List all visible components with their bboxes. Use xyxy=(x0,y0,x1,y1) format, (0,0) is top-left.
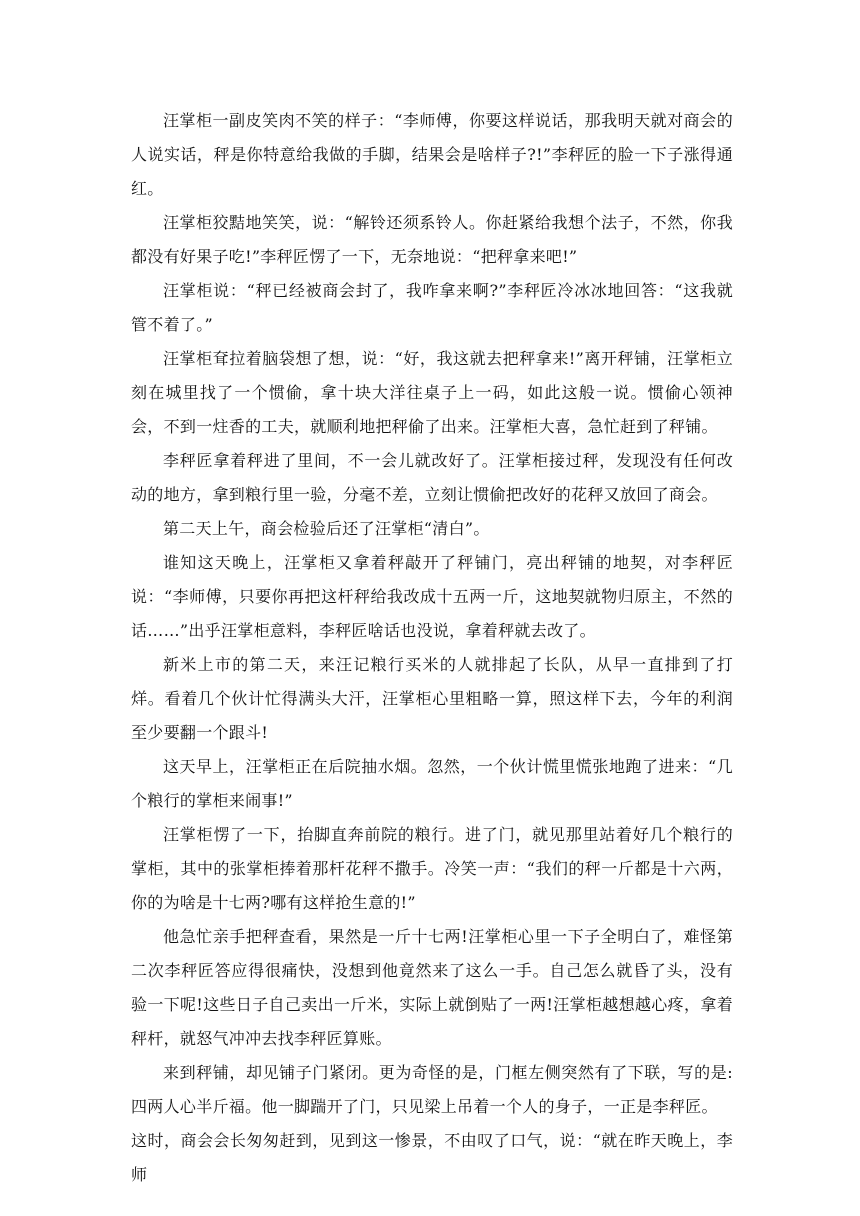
paragraph: 他急忙亲手把秤查看，果然是一斤十七两!汪掌柜心里一下子全明白了，难怪第二次李秤匠答应得很痛快，没想到他竟然来了这么一手。自己怎么就昏了头，没有验一下呢!这些日子自己卖出一斤米，实际上就倒贴了一两!汪掌柜越想越心疼，拿着秤杆，就怒气冲冲去找李秤匠算账。 xyxy=(131,927,733,1048)
paragraph: 汪掌柜说：“秤已经被商会封了，我咋拿来啊?”李秤匠冷冰冰地回答：“这我就管不着了。” xyxy=(131,281,733,334)
paragraph: 来到秤铺，却见铺子门紧闭。更为奇怪的是，门框左侧突然有了下联，写的是:四两人心半斤福。他一脚踹开了门，只见梁上吊着一个人的身子，一正是李秤匠。 xyxy=(131,1063,733,1116)
paragraph: 汪掌柜狡黠地笑笑，说：“解铃还须系铃人。你赶紧给我想个法子，不然，你我都没有好果子吃!”李秤匠愣了一下，无奈地说：“把秤拿来吧!” xyxy=(131,213,733,266)
story-text xyxy=(131,104,733,1192)
paragraph: 汪掌柜耷拉着脑袋想了想，说：“好，我这就去把秤拿来!”离开秤铺，汪掌柜立刻在城里找了一个惯偷，拿十块大洋往桌子上一码，如此这般一说。惯偷心领神会，不到一炷香的工夫，就顺利地把秤偷了出来。汪掌柜大喜，急忙赶到了秤铺。 xyxy=(131,349,733,436)
paragraph: 这天早上，汪掌柜正在后院抽水烟。忽然，一个伙计慌里慌张地跑了进来：“几个粮行的掌柜来闹事!” xyxy=(131,757,733,810)
paragraph: 汪掌柜愣了一下，抬脚直奔前院的粮行。进了门，就见那里站着好几个粮行的掌柜，其中的张掌柜捧着那杆花秤不撒手。冷笑一声：“我们的秤一斤都是十六两，你的为啥是十七两?哪有这样抢生意的!” xyxy=(131,825,733,912)
paragraph: 李秤匠拿着秤进了里间，不一会儿就改好了。汪掌柜接过秤，发现没有任何改动的地方，拿到粮行里一验，分毫不差，立刻让惯偷把改好的花秤又放回了商会。 xyxy=(131,451,733,504)
paragraph: 第二天上午，商会检验后还了汪掌柜“清白”。 xyxy=(163,519,490,538)
paragraph-continued: 这时，商会会长匆匆赶到，见到这一惨景，不由叹了口气，说：“就在昨天晚上，李师 xyxy=(131,1131,733,1184)
paragraph: 汪掌柜一副皮笑肉不笑的样子：“李师傅，你要这样说话，那我明天就对商会的人说实话，秤是你特意给我做的手脚，结果会是啥样子?!”李秤匠的脸一下子涨得通红。 xyxy=(131,111,733,198)
paragraph: 新米上市的第二天，来汪记粮行买米的人就排起了长队，从早一直排到了打烊。看着几个伙计忙得满头大汗，汪掌柜心里粗略一算，照这样下去，今年的利润至少要翻一个跟斗! xyxy=(131,655,733,742)
paragraph: 谁知这天晚上，汪掌柜又拿着秤敲开了秤铺门，亮出秤铺的地契，对李秤匠说：“李师傅，只要你再把这杆秤给我改成十五两一斤，这地契就物归原主，不然的话……”出乎汪掌柜意料，李秤匠啥话也没说，拿着秤就去改了。 xyxy=(131,553,733,640)
